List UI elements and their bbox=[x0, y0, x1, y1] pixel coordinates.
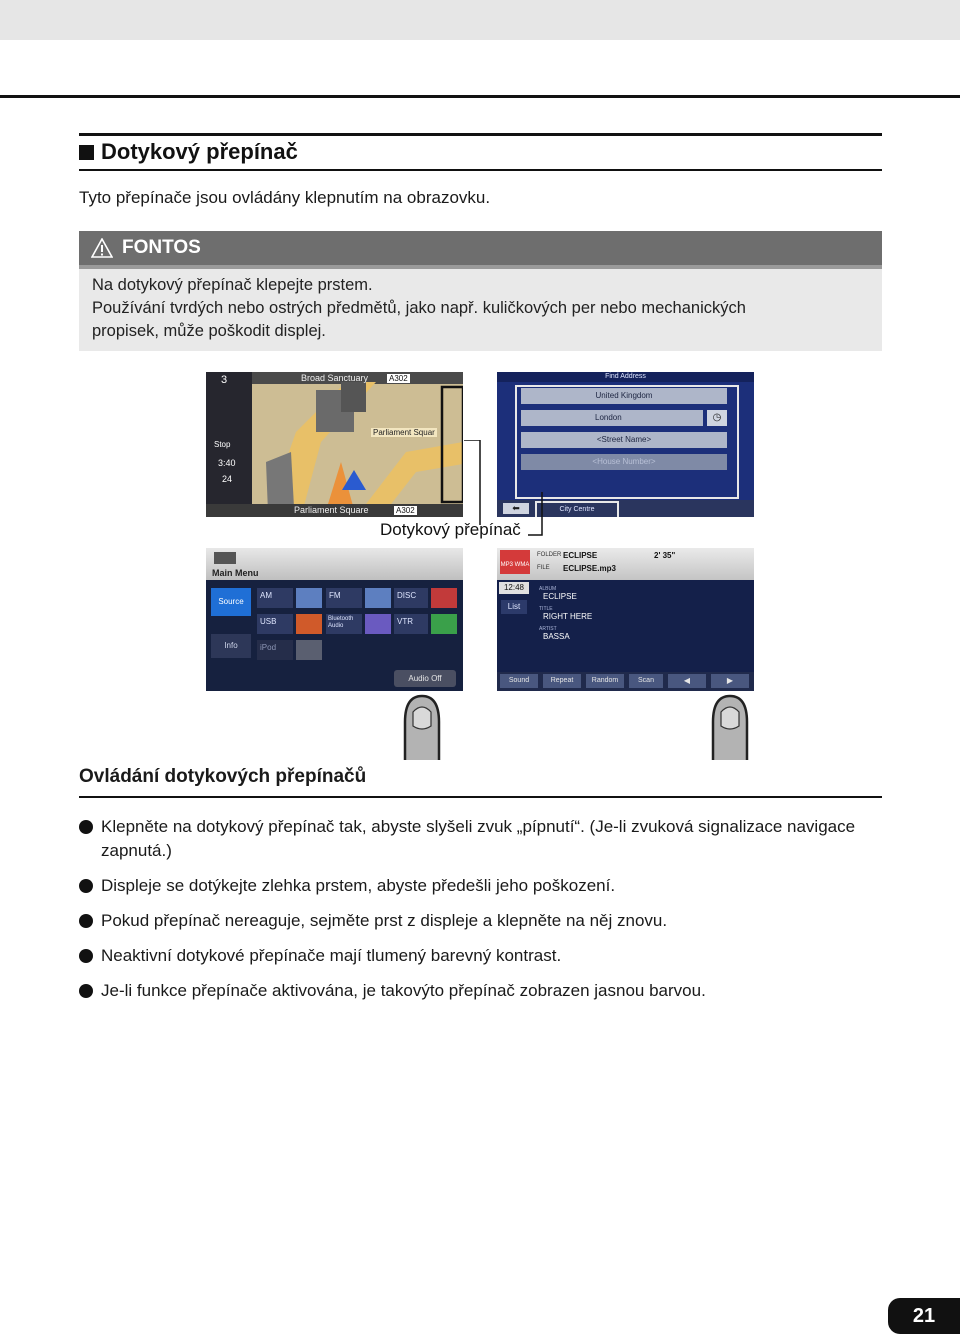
country-field[interactable]: United Kingdom bbox=[521, 388, 727, 404]
vtr-button[interactable]: VTR bbox=[394, 614, 428, 634]
stop-button[interactable]: Stop bbox=[214, 440, 231, 449]
vtr-icon bbox=[431, 614, 457, 634]
ipod-button[interactable]: iPod bbox=[257, 640, 293, 660]
list-button[interactable]: List bbox=[501, 600, 527, 614]
section-title: Dotykový přepínač bbox=[101, 139, 298, 164]
caution-line: Používání tvrdých nebo ostrých předmětů, jako např. kuličkových per nebo mechanických bbox=[92, 299, 746, 317]
album-name: ECLIPSE bbox=[543, 592, 577, 601]
fm-button[interactable]: FM bbox=[326, 588, 362, 608]
address-title: Find Address bbox=[605, 373, 646, 380]
callout-label: Dotykový přepínač bbox=[380, 520, 521, 539]
disc-icon bbox=[431, 588, 457, 608]
elapsed-time: 2' 35" bbox=[654, 551, 676, 560]
folder-label: FOLDER bbox=[537, 552, 562, 558]
title-label: TITLE bbox=[539, 606, 553, 612]
navigation-screen bbox=[206, 372, 463, 517]
am-button[interactable]: AM bbox=[257, 588, 293, 608]
operation-rule bbox=[79, 796, 882, 798]
music-screen bbox=[497, 548, 754, 691]
operation-title: Ovládání dotykových přepínačů bbox=[79, 766, 367, 787]
finger-icon bbox=[399, 692, 445, 760]
caution-line: Na dotykový přepínač klepejte prstem. bbox=[92, 276, 373, 294]
intro-text: Tyto přepínače jsou ovládány klepnutím na obrazovku. bbox=[79, 188, 491, 207]
bluetooth-audio-button[interactable]: Bluetooth Audio bbox=[326, 614, 362, 634]
album-label: ALBUM bbox=[539, 586, 557, 592]
street-name-bottom: Parliament Square bbox=[294, 505, 369, 515]
clock: 12:48 bbox=[499, 582, 529, 594]
bullet-dot-icon bbox=[79, 914, 93, 928]
random-button[interactable]: Random bbox=[586, 674, 624, 688]
artist-name: BASSA bbox=[543, 632, 570, 641]
file-label: FILE bbox=[537, 565, 550, 571]
main-menu-screen bbox=[206, 548, 463, 691]
top-band bbox=[0, 0, 960, 40]
list-item-text: Je-li funkce přepínače aktivována, je takovýto přepínač zobrazen jasnou barvou. bbox=[101, 981, 706, 1000]
section-rule-bottom bbox=[79, 169, 882, 171]
track-title: RIGHT HERE bbox=[543, 612, 593, 621]
page-number: 21 bbox=[888, 1298, 960, 1334]
info-button[interactable]: Info bbox=[211, 634, 251, 658]
previous-track-icon[interactable]: ◀ bbox=[668, 674, 706, 688]
folder-name: ECLIPSE bbox=[563, 551, 598, 560]
time-readout: 3:40 bbox=[218, 458, 236, 468]
finger-icon bbox=[707, 692, 753, 760]
main-menu-title: Main Menu bbox=[212, 568, 259, 578]
artist-label: ARTIST bbox=[539, 626, 557, 632]
square-bullet-icon bbox=[79, 145, 94, 160]
usb-icon bbox=[296, 614, 322, 634]
repeat-button[interactable]: Repeat bbox=[543, 674, 581, 688]
list-item bbox=[79, 874, 889, 898]
map-label: Parliament Squar bbox=[373, 428, 435, 437]
back-arrow-icon[interactable]: ⬅ bbox=[503, 503, 529, 514]
city-field[interactable]: London bbox=[521, 410, 703, 426]
scan-button[interactable]: Scan bbox=[629, 674, 663, 688]
warning-icon bbox=[91, 238, 113, 258]
speed-readout: 24 bbox=[222, 474, 233, 484]
menu-icon bbox=[214, 552, 236, 564]
list-item-text: Klepněte na dotykový přepínač tak, abyste slyšeli zvuk „pípnutí“. (Je-li zvuková signalizace navigace zapnutá.) bbox=[101, 817, 856, 860]
street-name-top: Broad Sanctuary bbox=[301, 373, 369, 383]
ipod-icon bbox=[296, 640, 322, 660]
caution-header bbox=[79, 231, 882, 269]
list-item bbox=[79, 944, 889, 968]
bullet-dot-icon bbox=[79, 879, 93, 893]
caution-label: FONTOS bbox=[122, 237, 201, 258]
list-item-text: Pokud přepínač nereaguje, sejměte prst z displeje a klepněte na něj znovu. bbox=[101, 911, 668, 930]
turn-distance: 3 bbox=[221, 374, 228, 386]
next-track-icon[interactable]: ▶ bbox=[711, 674, 749, 688]
disc-button[interactable]: DISC bbox=[394, 588, 428, 608]
sound-button[interactable]: Sound bbox=[500, 674, 538, 688]
list-item-text: Neaktivní dotykové přepínače mají tlumený barevný kontrast. bbox=[101, 946, 562, 965]
format-icon: MP3 WMA bbox=[500, 550, 530, 574]
bluetooth-icon bbox=[365, 614, 391, 634]
city-centre-button[interactable]: City Centre bbox=[535, 501, 619, 517]
road-badge: A302 bbox=[389, 374, 408, 383]
source-button[interactable]: Source bbox=[211, 588, 251, 616]
house-number-field[interactable]: <House Number> bbox=[521, 454, 727, 470]
road-badge: A302 bbox=[396, 506, 415, 515]
operation-list bbox=[79, 815, 889, 1014]
section-rule-top bbox=[79, 133, 882, 136]
list-item bbox=[79, 909, 889, 933]
section-heading bbox=[79, 137, 298, 167]
bullet-dot-icon bbox=[79, 820, 93, 834]
list-item bbox=[79, 979, 889, 1003]
radio-icon bbox=[365, 588, 391, 608]
list-item bbox=[79, 815, 889, 863]
bullet-dot-icon bbox=[79, 949, 93, 963]
bullet-dot-icon bbox=[79, 984, 93, 998]
history-icon[interactable]: ◷ bbox=[707, 410, 727, 426]
radio-icon bbox=[296, 588, 322, 608]
caution-box bbox=[79, 231, 882, 351]
street-field[interactable]: <Street Name> bbox=[521, 432, 727, 448]
file-name: ECLIPSE.mp3 bbox=[563, 564, 616, 573]
caution-line: propisek, může poškodit displej. bbox=[92, 322, 326, 340]
header-rule bbox=[0, 95, 960, 98]
audio-off-button[interactable]: Audio Off bbox=[394, 670, 456, 687]
usb-button[interactable]: USB bbox=[257, 614, 293, 634]
map-graphic bbox=[206, 372, 463, 517]
list-item-text: Displeje se dotýkejte zlehka prstem, abyste předešli jeho poškození. bbox=[101, 876, 616, 895]
